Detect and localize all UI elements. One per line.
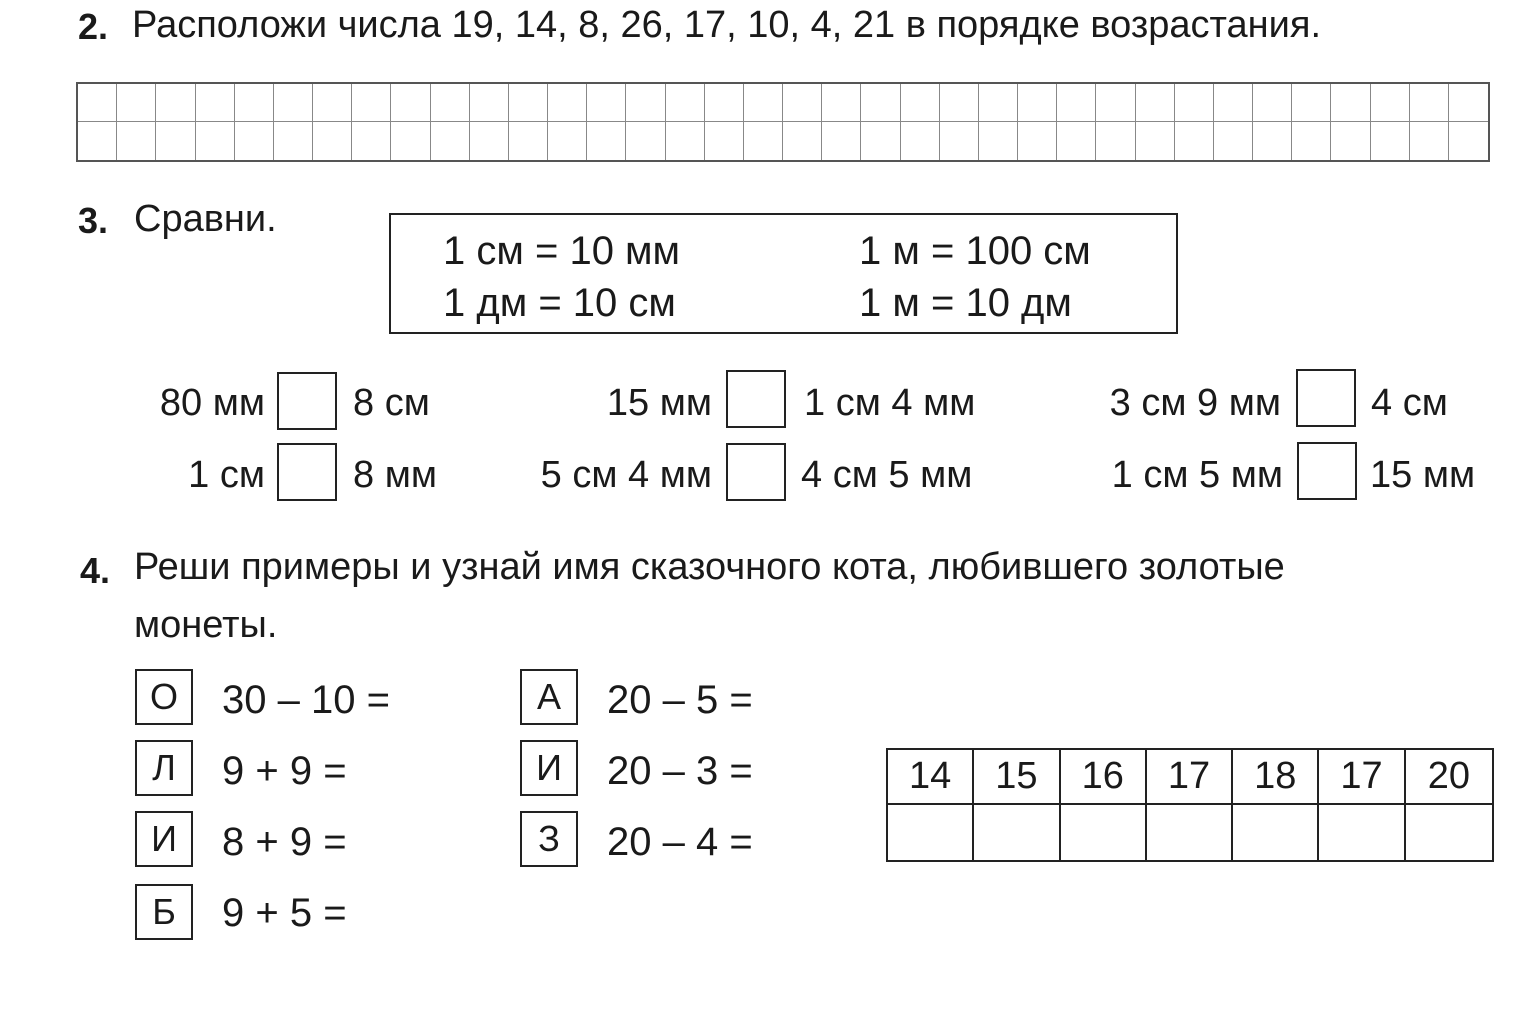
grid-cell[interactable] bbox=[1331, 84, 1370, 122]
grid-cell[interactable] bbox=[626, 84, 665, 122]
letter-box-i: И bbox=[135, 811, 193, 867]
comparison-4-sign-box[interactable] bbox=[277, 443, 337, 501]
grid-cell[interactable] bbox=[196, 84, 235, 122]
task-3-number: 3. bbox=[78, 200, 109, 241]
grid-cell[interactable] bbox=[979, 122, 1018, 160]
example-a[interactable]: 20 – 5 = bbox=[607, 678, 753, 722]
example-o[interactable]: 30 – 10 = bbox=[222, 678, 390, 722]
grid-cell[interactable] bbox=[861, 84, 900, 122]
example-l[interactable]: 9 + 9 = bbox=[222, 749, 347, 793]
task-4-text-line-2: монеты. bbox=[134, 604, 278, 646]
grid-cell[interactable] bbox=[705, 122, 744, 160]
task-3-text: Сравни. bbox=[134, 198, 277, 240]
grid-cell[interactable] bbox=[391, 84, 430, 122]
answer-number-cell: 18 bbox=[1233, 750, 1319, 805]
grid-cell[interactable] bbox=[1214, 84, 1253, 122]
grid-cell[interactable] bbox=[1018, 84, 1057, 122]
grid-cell[interactable] bbox=[548, 122, 587, 160]
letter-box-o: О bbox=[135, 669, 193, 725]
comparison-4-left: 1 см bbox=[188, 454, 265, 496]
comparison-6-left: 1 см 5 мм bbox=[1111, 454, 1283, 496]
grid-cell[interactable] bbox=[783, 122, 822, 160]
grid-cell[interactable] bbox=[156, 122, 195, 160]
answer-number-cell: 20 bbox=[1406, 750, 1492, 805]
grid-cell[interactable] bbox=[744, 84, 783, 122]
grid-cell[interactable] bbox=[352, 122, 391, 160]
grid-cell[interactable] bbox=[391, 122, 430, 160]
comparison-2-left: 15 мм bbox=[606, 382, 712, 424]
grid-cell[interactable] bbox=[470, 122, 509, 160]
grid-cell[interactable] bbox=[1057, 84, 1096, 122]
comparison-5-sign-box[interactable] bbox=[726, 443, 786, 501]
grid-cell[interactable] bbox=[1175, 122, 1214, 160]
example-i[interactable]: 8 + 9 = bbox=[222, 820, 347, 864]
grid-cell[interactable] bbox=[1331, 122, 1370, 160]
grid-cell[interactable] bbox=[1253, 122, 1292, 160]
comparison-5-left: 5 см 4 мм bbox=[540, 454, 712, 496]
answer-grid-task-2[interactable] bbox=[76, 82, 1490, 162]
comparison-3-right: 4 см bbox=[1371, 382, 1448, 424]
comparison-3-sign-box[interactable] bbox=[1296, 369, 1356, 427]
comparison-2-sign-box[interactable] bbox=[726, 370, 786, 428]
grid-cell[interactable] bbox=[1136, 84, 1175, 122]
comparison-5-right: 4 см 5 мм bbox=[801, 454, 973, 496]
answer-letter-cell[interactable] bbox=[1319, 805, 1405, 860]
task-2-number: 2. bbox=[78, 6, 109, 47]
grid-cell[interactable] bbox=[313, 84, 352, 122]
answer-number-cell: 17 bbox=[1147, 750, 1233, 805]
answer-number-cell: 17 bbox=[1319, 750, 1405, 805]
grid-cell[interactable] bbox=[1292, 122, 1331, 160]
grid-cell[interactable] bbox=[431, 122, 470, 160]
comparison-1-right: 8 см bbox=[353, 382, 430, 424]
reference-dm-cm: 1 дм = 10 см bbox=[443, 281, 676, 325]
example-i-2[interactable]: 20 – 3 = bbox=[607, 749, 753, 793]
reference-cm-mm: 1 см = 10 мм bbox=[443, 229, 681, 273]
grid-cell[interactable] bbox=[1410, 84, 1449, 122]
grid-cell[interactable] bbox=[78, 84, 117, 122]
grid-cell[interactable] bbox=[196, 122, 235, 160]
letter-box-z: З bbox=[520, 811, 578, 867]
grid-cell[interactable] bbox=[313, 122, 352, 160]
grid-cell[interactable] bbox=[509, 84, 548, 122]
grid-cell[interactable] bbox=[1253, 84, 1292, 122]
grid-cell[interactable] bbox=[940, 84, 979, 122]
grid-cell[interactable] bbox=[861, 122, 900, 160]
example-z[interactable]: 20 – 4 = bbox=[607, 820, 753, 864]
grid-cell[interactable] bbox=[587, 84, 626, 122]
letter-box-i-2: И bbox=[520, 740, 578, 796]
answer-letter-cell[interactable] bbox=[1233, 805, 1319, 860]
grid-cell[interactable] bbox=[979, 84, 1018, 122]
grid-cell[interactable] bbox=[235, 84, 274, 122]
comparison-4-right: 8 мм bbox=[353, 454, 437, 496]
comparison-3-left: 3 см 9 мм bbox=[1109, 382, 1281, 424]
answer-number-cell: 16 bbox=[1061, 750, 1147, 805]
grid-cell[interactable] bbox=[705, 84, 744, 122]
answer-table bbox=[886, 748, 1494, 862]
grid-cell[interactable] bbox=[156, 84, 195, 122]
grid-cell[interactable] bbox=[1018, 122, 1057, 160]
grid-cell[interactable] bbox=[274, 122, 313, 160]
reference-m-cm: 1 м = 100 см bbox=[859, 229, 1091, 273]
grid-cell[interactable] bbox=[470, 84, 509, 122]
example-b[interactable]: 9 + 5 = bbox=[222, 891, 347, 935]
task-4-text-line-1: Реши примеры и узнай имя сказочного кота, любившего золотые bbox=[134, 546, 1285, 588]
grid-cell[interactable] bbox=[822, 122, 861, 160]
reference-m-dm: 1 м = 10 дм bbox=[859, 281, 1072, 325]
grid-cell[interactable] bbox=[1175, 84, 1214, 122]
units-reference-box bbox=[389, 213, 1178, 334]
grid-cell[interactable] bbox=[78, 122, 117, 160]
grid-cell[interactable] bbox=[587, 122, 626, 160]
answer-letter-cell[interactable] bbox=[1406, 805, 1492, 860]
answer-number-cell: 14 bbox=[888, 750, 974, 805]
grid-cell[interactable] bbox=[235, 122, 274, 160]
grid-cell[interactable] bbox=[117, 84, 156, 122]
letter-box-a: А bbox=[520, 669, 578, 725]
comparison-1-sign-box[interactable] bbox=[277, 372, 337, 430]
answer-letter-cell[interactable] bbox=[1147, 805, 1233, 860]
grid-cell[interactable] bbox=[548, 84, 587, 122]
grid-cell[interactable] bbox=[1057, 122, 1096, 160]
grid-cell[interactable] bbox=[1371, 122, 1410, 160]
letter-box-b: Б bbox=[135, 884, 193, 940]
answer-number-cell: 15 bbox=[974, 750, 1060, 805]
grid-cell[interactable] bbox=[352, 84, 391, 122]
grid-cell[interactable] bbox=[626, 122, 665, 160]
letter-box-l: Л bbox=[135, 740, 193, 796]
grid-cell[interactable] bbox=[1371, 84, 1410, 122]
grid-cell[interactable] bbox=[744, 122, 783, 160]
grid-cell[interactable] bbox=[901, 122, 940, 160]
comparison-1-left: 80 мм bbox=[159, 382, 265, 424]
answer-letter-cell[interactable] bbox=[888, 805, 974, 860]
comparison-2-right: 1 см 4 мм bbox=[804, 382, 976, 424]
grid-cell[interactable] bbox=[940, 122, 979, 160]
grid-cell[interactable] bbox=[822, 84, 861, 122]
grid-cell[interactable] bbox=[1449, 122, 1488, 160]
grid-cell[interactable] bbox=[431, 84, 470, 122]
grid-cell[interactable] bbox=[274, 84, 313, 122]
grid-cell[interactable] bbox=[509, 122, 548, 160]
grid-cell[interactable] bbox=[117, 122, 156, 160]
comparison-6-right: 15 мм bbox=[1370, 454, 1476, 496]
grid-cell[interactable] bbox=[1096, 122, 1135, 160]
grid-cell[interactable] bbox=[901, 84, 940, 122]
task-2-text: Расположи числа 19, 14, 8, 26, 17, 10, 4, 21 в порядке возрастания. bbox=[132, 4, 1322, 46]
grid-cell[interactable] bbox=[1136, 122, 1175, 160]
comparison-6-sign-box[interactable] bbox=[1297, 442, 1357, 500]
grid-cell[interactable] bbox=[1292, 84, 1331, 122]
grid-cell[interactable] bbox=[666, 84, 705, 122]
answer-letter-cell[interactable] bbox=[1061, 805, 1147, 860]
grid-cell[interactable] bbox=[1214, 122, 1253, 160]
grid-cell[interactable] bbox=[1449, 84, 1488, 122]
answer-letter-cell[interactable] bbox=[974, 805, 1060, 860]
grid-cell[interactable] bbox=[1096, 84, 1135, 122]
task-4-number: 4. bbox=[80, 550, 111, 591]
grid-cell[interactable] bbox=[666, 122, 705, 160]
grid-cell[interactable] bbox=[783, 84, 822, 122]
grid-cell[interactable] bbox=[1410, 122, 1449, 160]
